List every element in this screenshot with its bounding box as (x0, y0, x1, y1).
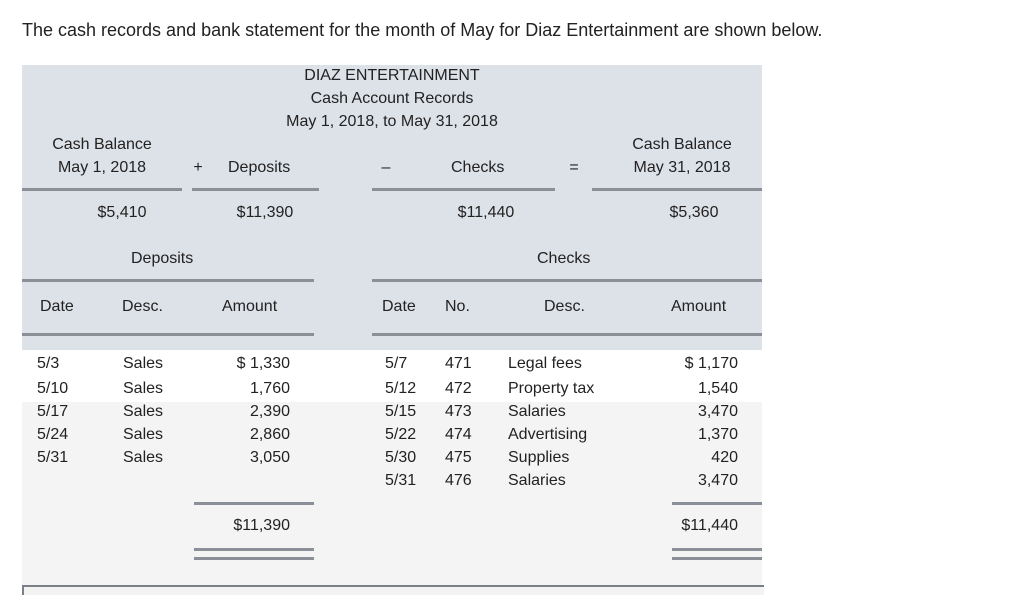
check-desc: Supplies (508, 449, 570, 466)
header-rule (372, 333, 762, 336)
beg-balance-label: Cash Balance (52, 136, 152, 153)
deposit-desc: Sales (123, 426, 164, 443)
deposit-date: 5/10 (37, 380, 69, 397)
check-date: 5/22 (385, 426, 417, 443)
company-name: DIAZ ENTERTAINMENT (304, 67, 480, 84)
deposit-amount: 3,050 (249, 449, 290, 466)
summary-rule (592, 188, 762, 191)
check-amount: 3,470 (697, 403, 738, 420)
deposits-total: $11,390 (233, 517, 290, 534)
check-desc: Salaries (508, 403, 566, 420)
end-balance-value: $5,360 (669, 204, 719, 221)
equals-sign: = (569, 159, 579, 176)
end-balance-date: May 31, 2018 (633, 159, 731, 176)
double-rule-bottom (672, 557, 762, 560)
deposit-date: 5/3 (37, 355, 60, 372)
check-date: 5/12 (385, 380, 417, 397)
deposit-desc: Sales (123, 355, 164, 372)
summary-rule (22, 188, 182, 191)
deposit-amount: $ 1,330 (236, 355, 290, 372)
intro-text: The cash records and bank statement for the month of May for Diaz Entertainment are shown below. (22, 20, 823, 40)
check-date: 5/7 (385, 355, 408, 372)
summary-rule (372, 188, 555, 191)
report-subtitle: Cash Account Records (310, 90, 474, 107)
check-amount: 3,470 (697, 472, 738, 489)
deposit-desc: Sales (123, 449, 164, 466)
section-rule (22, 279, 314, 282)
deposit-date: 5/24 (37, 426, 69, 443)
check-date: 5/15 (385, 403, 417, 420)
deposit-amount: 2,390 (249, 403, 290, 420)
beg-balance-date: May 1, 2018 (57, 159, 147, 176)
check-date: 5/30 (385, 449, 417, 466)
beg-balance-value: $5,410 (97, 204, 147, 221)
checks-col-no: No. (445, 298, 470, 315)
check-desc: Legal fees (508, 355, 582, 372)
check-number: 474 (445, 426, 472, 443)
check-date: 5/31 (385, 472, 417, 489)
deposit-desc: Sales (123, 403, 164, 420)
checks-col-amount: Amount (671, 298, 727, 315)
deposits-summary-value: $11,390 (236, 204, 294, 221)
check-desc: Property tax (508, 380, 595, 397)
checks-col-date: Date (382, 298, 416, 315)
checks-summary-value: $11,440 (457, 204, 515, 221)
plus-sign: + (193, 159, 203, 176)
deposit-amount: 1,760 (249, 380, 290, 397)
double-rule-top (672, 548, 762, 551)
check-number: 472 (445, 380, 472, 397)
report-period: May 1, 2018, to May 31, 2018 (286, 113, 498, 130)
check-amount: 1,370 (697, 426, 738, 443)
deposit-amount: 2,860 (249, 426, 290, 443)
total-rule (194, 502, 314, 505)
deposits-col-amount: Amount (222, 298, 278, 315)
cash-records-table (22, 65, 762, 595)
check-amount: $ 1,170 (684, 355, 738, 372)
section-rule (372, 279, 762, 282)
check-number: 476 (445, 472, 472, 489)
deposits-col-desc: Desc. (122, 298, 163, 315)
deposit-date: 5/17 (37, 403, 69, 420)
check-amount: 1,540 (697, 380, 738, 397)
deposit-desc: Sales (123, 380, 164, 397)
header-rule (22, 333, 314, 336)
check-number: 475 (445, 449, 472, 466)
double-rule-bottom (194, 557, 314, 560)
summary-rule (192, 188, 319, 191)
double-rule-top (194, 548, 314, 551)
deposit-date: 5/31 (37, 449, 69, 466)
deposits-summary-label: Deposits (228, 159, 291, 176)
check-desc: Advertising (508, 426, 588, 443)
check-desc: Salaries (508, 472, 566, 489)
total-rule (672, 502, 762, 505)
deposits-section-label: Deposits (131, 250, 194, 267)
checks-section-label: Checks (537, 250, 591, 267)
totals-band (22, 492, 762, 595)
checks-total: $11,440 (681, 517, 738, 534)
minus-sign: – (381, 159, 391, 176)
check-number: 471 (445, 355, 472, 372)
table-bottom-edge (22, 585, 764, 595)
check-amount: 420 (711, 449, 738, 466)
end-balance-label: Cash Balance (632, 136, 732, 153)
check-number: 473 (445, 403, 472, 420)
deposits-col-date: Date (40, 298, 74, 315)
checks-col-desc: Desc. (544, 298, 585, 315)
checks-summary-label: Checks (451, 159, 505, 176)
